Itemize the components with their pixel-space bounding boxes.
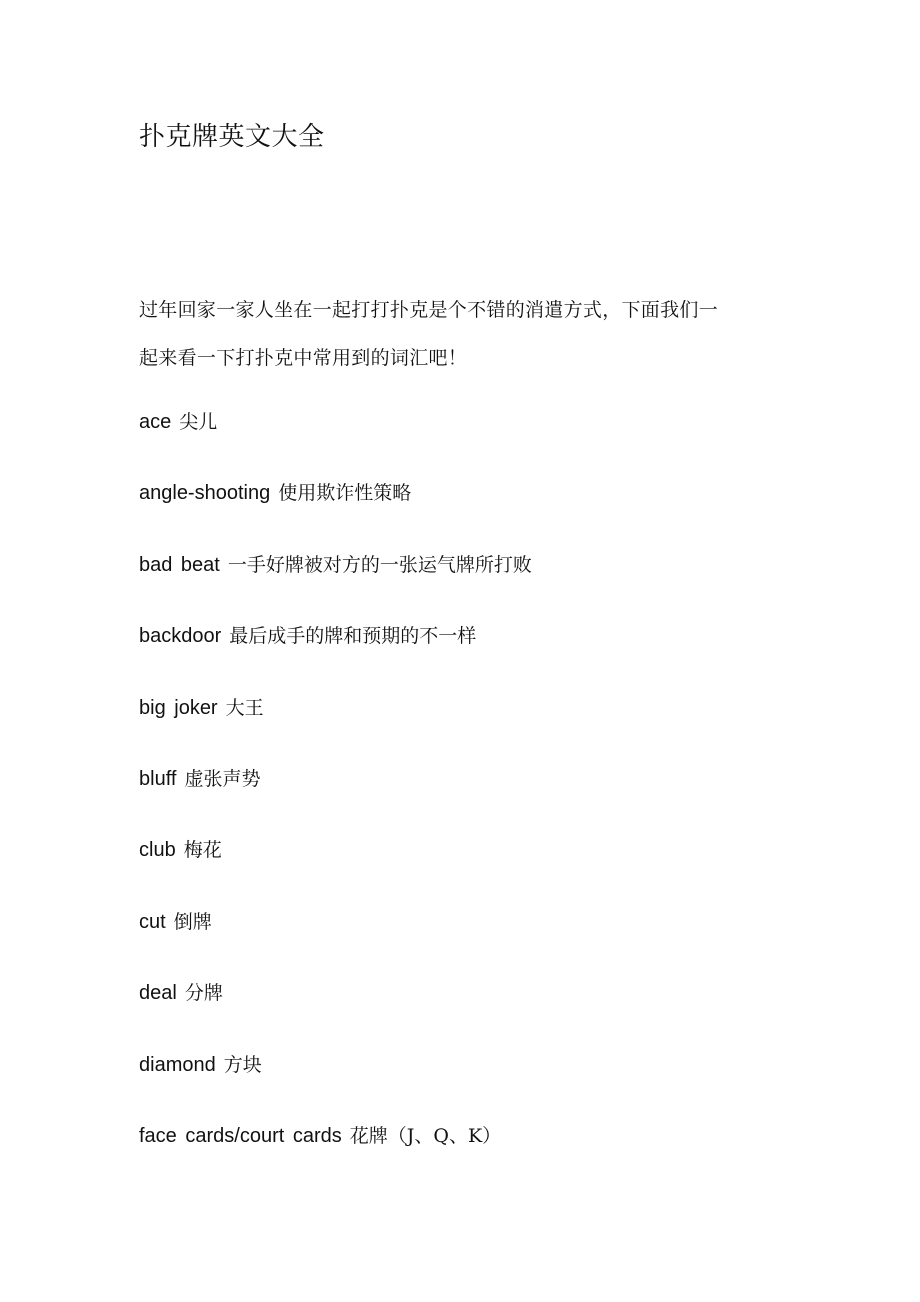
intro-line: 过年回家一家人坐在一起打打扑克是个不错的消遣方式，下面我们一 [139, 299, 719, 321]
term-english: face cards/court cards [139, 1124, 342, 1147]
term-english: big joker [139, 696, 218, 719]
intro-line: 起来看一下打扑克中常用到的词汇吧！ [139, 347, 468, 369]
list-item [139, 691, 532, 762]
list-item [139, 1119, 532, 1190]
list-item [139, 1048, 532, 1119]
list-item [139, 905, 532, 976]
term-chinese: 使用欺诈性策略 [278, 482, 412, 505]
term-english: diamond [139, 1053, 216, 1076]
list-item [139, 619, 532, 690]
intro-paragraph [139, 286, 789, 382]
list-item [139, 548, 532, 619]
term-english: backdoor [139, 625, 222, 648]
term-chinese: 虚张声势 [184, 767, 261, 790]
term-list [139, 405, 532, 1190]
list-item [139, 405, 532, 476]
term-chinese: 分牌 [184, 982, 223, 1005]
term-chinese: 一手好牌被对方的一张运气牌所打败 [227, 553, 532, 576]
term-english: deal [139, 982, 177, 1005]
term-chinese: 大王 [225, 696, 264, 719]
list-item [139, 976, 532, 1047]
term-chinese: 倒牌 [173, 910, 212, 933]
term-english: bad beat [139, 553, 220, 576]
term-chinese: 尖儿 [179, 411, 218, 433]
term-english: angle-shooting [139, 482, 271, 505]
list-item [139, 833, 532, 904]
term-english: cut [139, 910, 166, 933]
page-title: 扑克牌英文大全 [139, 122, 325, 152]
term-chinese: 最后成手的牌和预期的不一样 [229, 625, 477, 648]
term-english: ace [139, 411, 172, 433]
term-chinese: 花牌（J、Q、K） [349, 1124, 502, 1147]
list-item [139, 476, 532, 547]
term-chinese: 方块 [223, 1053, 262, 1076]
term-english: bluff [139, 767, 177, 790]
term-chinese: 梅花 [183, 839, 222, 862]
list-item [139, 762, 532, 833]
term-english: club [139, 839, 176, 862]
